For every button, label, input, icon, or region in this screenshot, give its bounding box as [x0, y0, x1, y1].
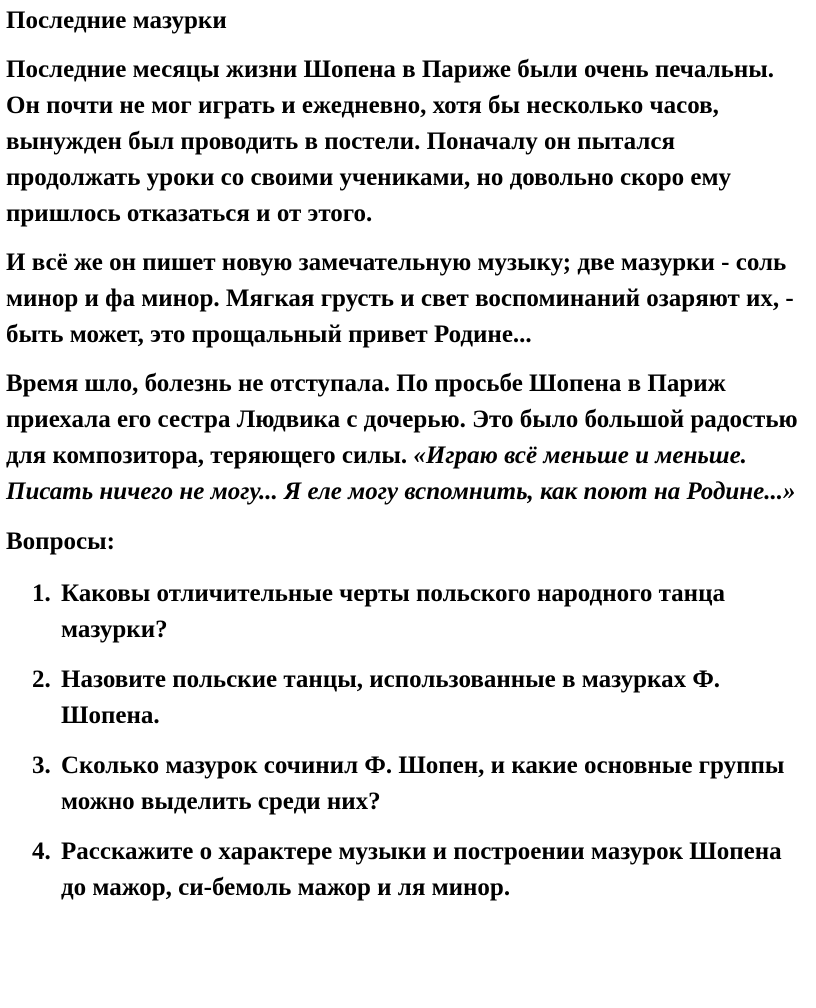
question-number: 3. [32, 752, 51, 779]
paragraph-2-text: И всё же он пишет новую замечательную музыку; две мазурки - соль минор и фа минор. Мягкая грусть и свет воспоминаний озаряют их, - быть может, это прощальный привет Родине... [6, 249, 794, 348]
question-text: Каковы отличительные черты польского народного танца мазурки? [61, 580, 725, 643]
question-text: Расскажите о характере музыки и построении мазурок Шопена до мажор, си-бемоль мажор и ля минор. [61, 838, 782, 901]
question-text: Назовите польские танцы, использованные в мазурках Ф. Шопена. [61, 666, 721, 729]
question-number: 1. [32, 580, 51, 607]
paragraph-1-text: Последние месяцы жизни Шопена в Париже были очень печальны. Он почти не мог играть и ежедневно, хотя бы несколько часов, вынужден был проводить в постели. Поначалу он пытался продолжать уроки со своими учениками, но довольно скоро ему пришлось отказаться и от этого. [6, 56, 774, 227]
question-item [6, 834, 812, 906]
question-item [6, 576, 812, 648]
question-item [6, 662, 812, 734]
questions-list [6, 576, 812, 906]
document-page [6, 4, 812, 920]
paragraph-3-text: Время шло, болезнь не отступала. По просьбе Шопена в Париж приехала его сестра Людвика с дочерью. Это было большой радостью для композитора, теряющего силы. [6, 370, 798, 469]
document-title: Последние мазурки [6, 7, 227, 34]
question-text: Сколько мазурок сочинил Ф. Шопен, и какие основные группы можно выделить среди них? [61, 752, 785, 815]
question-number: 4. [32, 838, 51, 865]
paragraph-3 [6, 366, 812, 510]
chopin-quote: «Играю всё меньше и меньше. Писать ничего не могу... Я еле могу вспомнить, как поют на Родине...» [6, 442, 796, 505]
questions-heading: Вопросы: [6, 528, 115, 555]
paragraph-1 [6, 52, 812, 232]
question-item [6, 748, 812, 820]
question-number: 2. [32, 666, 51, 693]
paragraph-2 [6, 245, 812, 353]
